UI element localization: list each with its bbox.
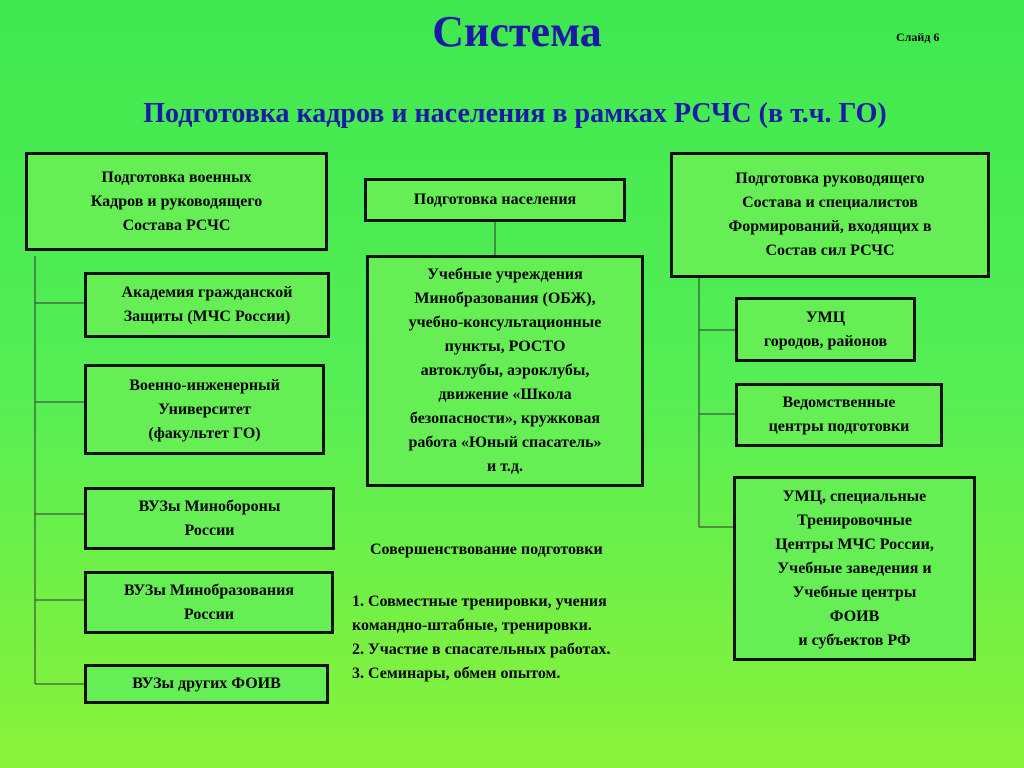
left-item-other-universities: [84, 664, 329, 704]
right-header-box: [670, 152, 990, 278]
slide-title: Система: [432, 7, 602, 56]
left-item-education-universities: [84, 571, 334, 634]
left-item-text: Военно-инженерный Университет (факультет ГО): [129, 376, 280, 442]
slide-number: Слайд 6: [896, 30, 940, 44]
left-header-text: Подготовка военных Кадров и руководящего Состава РСЧС: [90, 168, 263, 234]
center-detail-text: Учебные учреждения Минобразования (ОБЖ), учебно-консультационные пункты, РОСТО автоклубы, аэроклубы, движение «Школа безопасности», кружковая работа «Юный спасатель» и т.д.: [408, 266, 602, 475]
right-item-umc: [735, 297, 916, 362]
left-item-text: Академия гражданской Защиты (МЧС России): [121, 284, 293, 325]
center-detail-box: [366, 255, 644, 487]
improvement-item: 1. Совместные тренировки, учения: [352, 593, 607, 610]
left-item-defense-universities: [84, 487, 335, 550]
left-item-text: ВУЗы других ФОИВ: [132, 675, 281, 692]
left-item-military-university: [84, 364, 325, 455]
left-item-text: ВУЗы Минобразования России: [124, 581, 294, 623]
improvement-title: Совершенствование подготовки: [370, 541, 603, 558]
improvement-list: [352, 590, 611, 686]
left-item-academy: [84, 272, 330, 338]
right-item-text: УМЦ, специальные Тренировочные Центры МЧС России, Учебные заведения и Учебные центры ФОИВ и субъектов РФ: [775, 487, 934, 649]
left-header-box: [25, 152, 328, 251]
right-item-text: УМЦ городов, районов: [763, 308, 888, 350]
improvement-item: 2. Участие в спасательных работах.: [352, 641, 611, 658]
right-item-departmental-centers: [735, 383, 943, 447]
improvement-item: командно-штабные, тренировки.: [352, 617, 592, 634]
right-item-training-centers: [733, 476, 976, 661]
right-item-text: Ведомственные центры подготовки: [768, 394, 910, 435]
center-header-box: [364, 178, 626, 222]
center-header-text: Подготовка населения: [413, 191, 577, 208]
slide-subtitle: Подготовка кадров и населения в рамках РСЧС (в т.ч. ГО): [143, 98, 887, 129]
left-item-text: ВУЗы Минобороны России: [138, 497, 281, 539]
right-header-text: Подготовка руководящего Состава и специалистов Формирований, входящих в Состав сил РСЧС: [728, 170, 932, 259]
improvement-item: 3. Семинары, обмен опытом.: [352, 665, 561, 682]
